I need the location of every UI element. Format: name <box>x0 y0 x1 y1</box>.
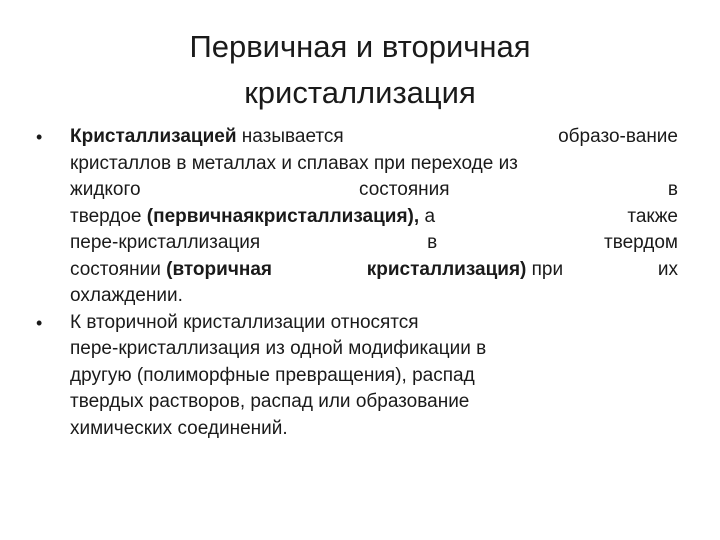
text-line: охлаждении. <box>70 285 183 306</box>
text-segment <box>70 257 272 284</box>
bullet-dot: • <box>36 127 43 147</box>
text-line <box>70 177 678 204</box>
text-word: состоянии <box>70 258 161 280</box>
text-line: К вторичной кристаллизации относятся <box>70 311 419 333</box>
text-line <box>70 124 678 151</box>
text-segment <box>70 124 344 151</box>
text-word: пере-кристаллизация <box>70 232 261 253</box>
text-word: твердом <box>604 232 678 253</box>
text-line <box>70 204 678 231</box>
text-line: кристаллов в металлах и сплавах при переходе из <box>70 152 518 174</box>
text-word: в <box>427 232 438 253</box>
text-word: а <box>424 205 436 227</box>
defined-term: Кристаллизацией <box>70 126 237 147</box>
text-word: состояния <box>358 179 450 200</box>
text-line: пере-кристаллизация из одной модификации в <box>70 338 487 359</box>
text-word: также <box>627 205 678 227</box>
text-line: другую (полиморфные превращения), распад <box>70 364 475 386</box>
text-line <box>70 230 678 257</box>
text-segment <box>70 204 435 231</box>
text-word: образо-вание <box>558 126 678 147</box>
text-word: в <box>667 179 678 200</box>
text-word: при <box>531 258 564 280</box>
bullet-item-crystallization-definition <box>28 124 678 310</box>
emphasis-text: кристаллизация) <box>366 258 527 280</box>
title-line-1: Первичная и вторичная <box>189 29 531 64</box>
slide-title <box>40 24 680 116</box>
bullet-dot: • <box>36 312 43 333</box>
text-line: твердых растворов, распад или образование <box>70 391 470 412</box>
text-line <box>70 257 678 284</box>
emphasis-text: (первичнаякристаллизация), <box>146 205 420 227</box>
text-word: твердое <box>70 205 142 227</box>
text-word: их <box>657 258 678 280</box>
text-word: называется <box>241 126 344 147</box>
title-line-2: кристаллизация <box>244 75 476 110</box>
text-segment <box>367 257 563 284</box>
bullet-item-secondary-crystallization <box>28 310 678 443</box>
text-line: химических соединений. <box>70 417 288 439</box>
slide-content <box>28 124 678 442</box>
emphasis-text: (вторичная <box>166 258 272 280</box>
text-word: жидкого <box>70 179 141 200</box>
